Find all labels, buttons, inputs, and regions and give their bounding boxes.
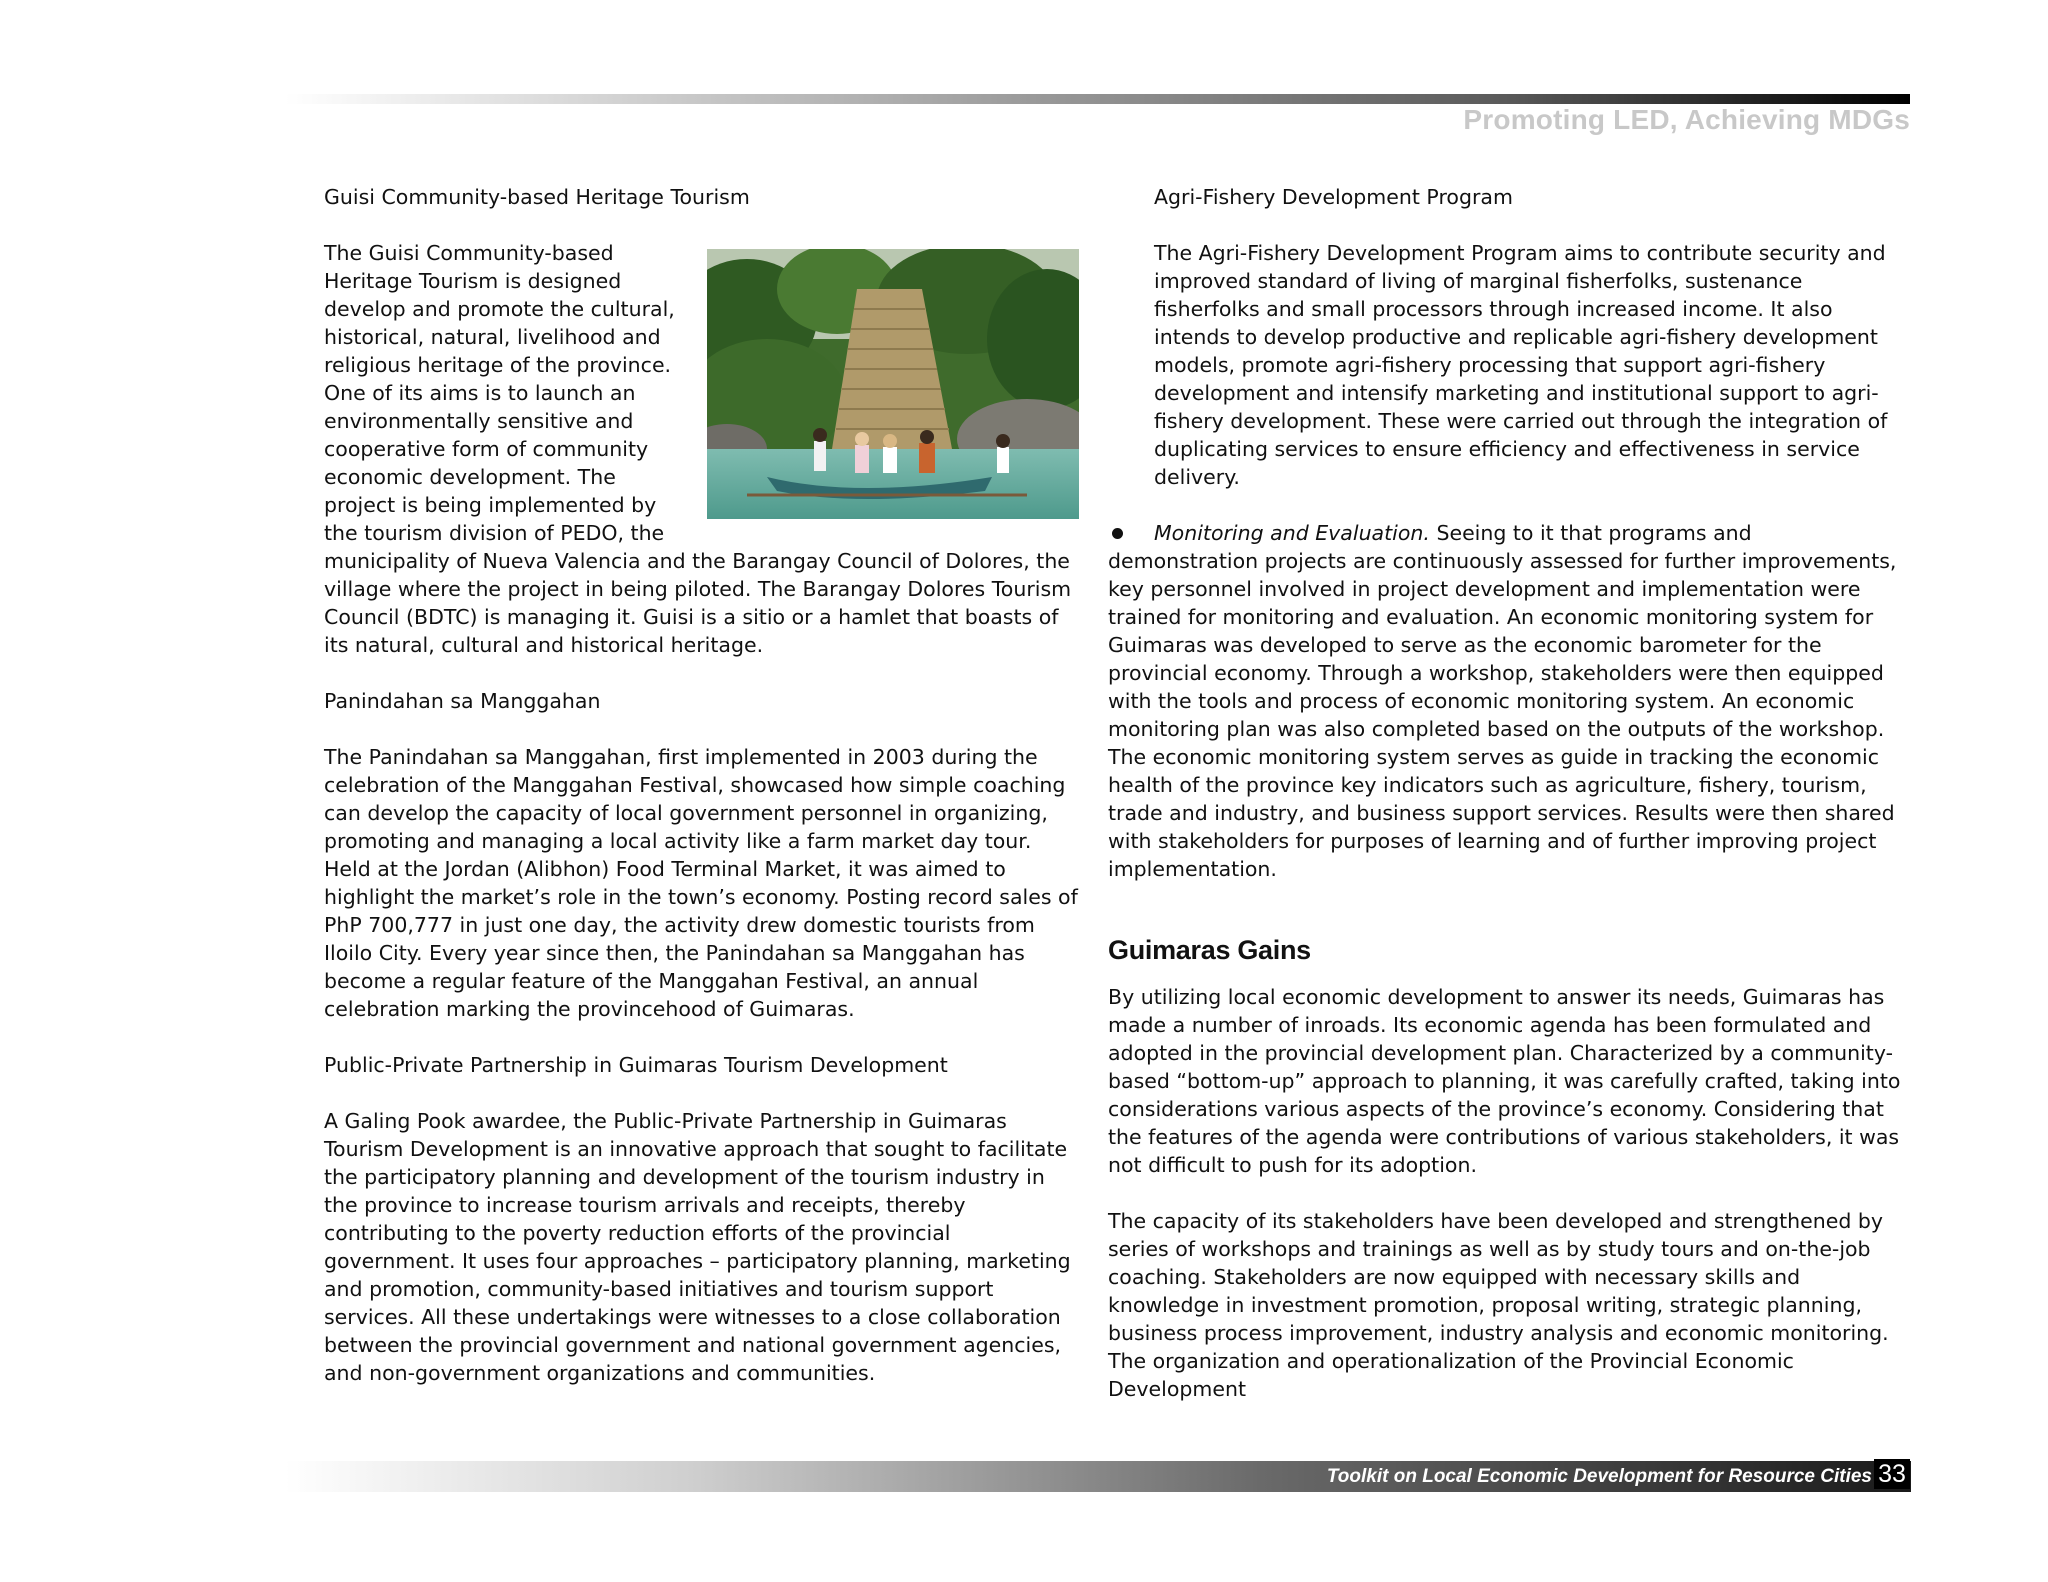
running-header: Promoting LED, Achieving MDGs (1463, 104, 1910, 135)
ppp-title: Public-Private Partnership in Guimaras Tourism Development (324, 1053, 948, 1077)
gains-paragraph-1: By utilizing local economic development to answer its needs, Guimaras has made a number of inroads. Its economic agenda has been formulated and adopted in the provincial development plan. Characterized by a community-based “bottom-up” approach to planning, it was carefully crafted, taking into considerations various aspects of the province’s economy. Considering that the features of the agenda were contributions of various stakeholders, it was not difficult to push for its adoption. (1108, 985, 1901, 1177)
section-heading: Guimaras Gains (1108, 935, 1311, 965)
header-rule (285, 94, 1910, 104)
agri-title: Agri-Fishery Development Program (1154, 185, 1513, 209)
panindahan-body: The Panindahan sa Manggahan, first implemented in 2003 during the celebration of the Manggahan Festival, showcased how simple coaching can develop the capacity of local government personnel in organizing, promoting and managing a local activity like a farm market day tour. Held at the Jordan (Alibhon) Food Terminal Market, it was aimed to highlight the market’s role in the town’s economy. Posting record sales of PhP 700,777 in just one day, the activity drew domestic tourists from Iloilo City. Every year since then, the Panindahan sa Manggahan has become a regular feature of the Manggahan Festival, an annual celebration marking the provincehood of Guimaras. (324, 745, 1078, 1021)
boat-tourism-photo (707, 249, 1079, 519)
monitoring-body: Seeing to it that programs and demonstration projects are continuously assessed for further improvements, key personnel involved in project development and implementation were trained for monitoring and evaluation. An economic monitoring system for Guimaras was developed to serve as the economic barometer for the provincial economy. Through a workshop, stakeholders were then equipped with the tools and process of economic monitoring system. An economic monitoring plan was also completed based on the outputs of the workshop. The economic monitoring system serves as guide in tracking the economic health of the province key indicators such as agriculture, fishery, tourism, trade and industry, and business support services. Results were then shared with stakeholders for purposes of learning and of further improving project implementation. (1108, 521, 1897, 881)
running-footer: Toolkit on Local Economic Development for Resource Cities (1326, 1466, 1872, 1487)
left-column (324, 183, 1079, 1387)
agri-body: The Agri-Fishery Development Program aims to contribute security and improved standard of living of marginal fisherfolks, sustenance fisherfolks and small processors through increased income. It also intends to develop productive and replicable agri-fishery development models, promote agri-fishery processing that support agri-fishery development and intensify marketing and institutional support to agri-fishery development. These were carried out through the integration of duplicating services to ensure efficiency and effectiveness in service delivery. (1154, 241, 1888, 489)
guisi-title: Guisi Community-based Heritage Tourism (324, 185, 750, 209)
gains-paragraph-2: The capacity of its stakeholders have been developed and strengthened by series of workshops and trainings as well as by study tours and on-the-job coaching. Stakeholders are now equipped with necessary skills and knowledge in investment promotion, proposal writing, strategic planning, business process improvement, industry analysis and economic monitoring. The organization and operationalization of the Provincial Economic Development (1108, 1209, 1889, 1401)
panindahan-title: Panindahan sa Manggahan (324, 689, 601, 713)
right-column (1108, 183, 1908, 1403)
monitoring-title: Monitoring and Evaluation. (1154, 521, 1430, 545)
page-number: 33 (1874, 1459, 1910, 1489)
monitoring-item (1108, 519, 1908, 883)
guisi-body: The Guisi Community-based Heritage Tourism is designed develop and promote the cultural, historical, natural, livelihood and religious heritage of the province. One of its aims is to launch an environmentally sensitive and cooperative form of community economic development. The project is being implemented by the tourism division of PEDO, the municipality of Nueva Valencia and the Barangay Council of Dolores, the village where the project in being piloted. The Barangay Dolores Tourism Council (BDTC) is managing it. Guisi is a sitio or a hamlet that boasts of its natural, cultural and historical heritage. (324, 241, 1072, 657)
bullet-icon (1112, 528, 1123, 539)
ppp-body: A Galing Pook awardee, the Public-Private Partnership in Guimaras Tourism Development is an innovative approach that sought to facilitate the participatory planning and development of the tourism industry in the province to increase tourism arrivals and receipts, thereby contributing to the poverty reduction efforts of the provincial government. It uses four approaches – participatory planning, marketing and promotion, community-based initiatives and tourism support services. All these undertakings were witnesses to a close collaboration between the provincial government and national government agencies, and non-government organizations and communities. (324, 1109, 1071, 1385)
